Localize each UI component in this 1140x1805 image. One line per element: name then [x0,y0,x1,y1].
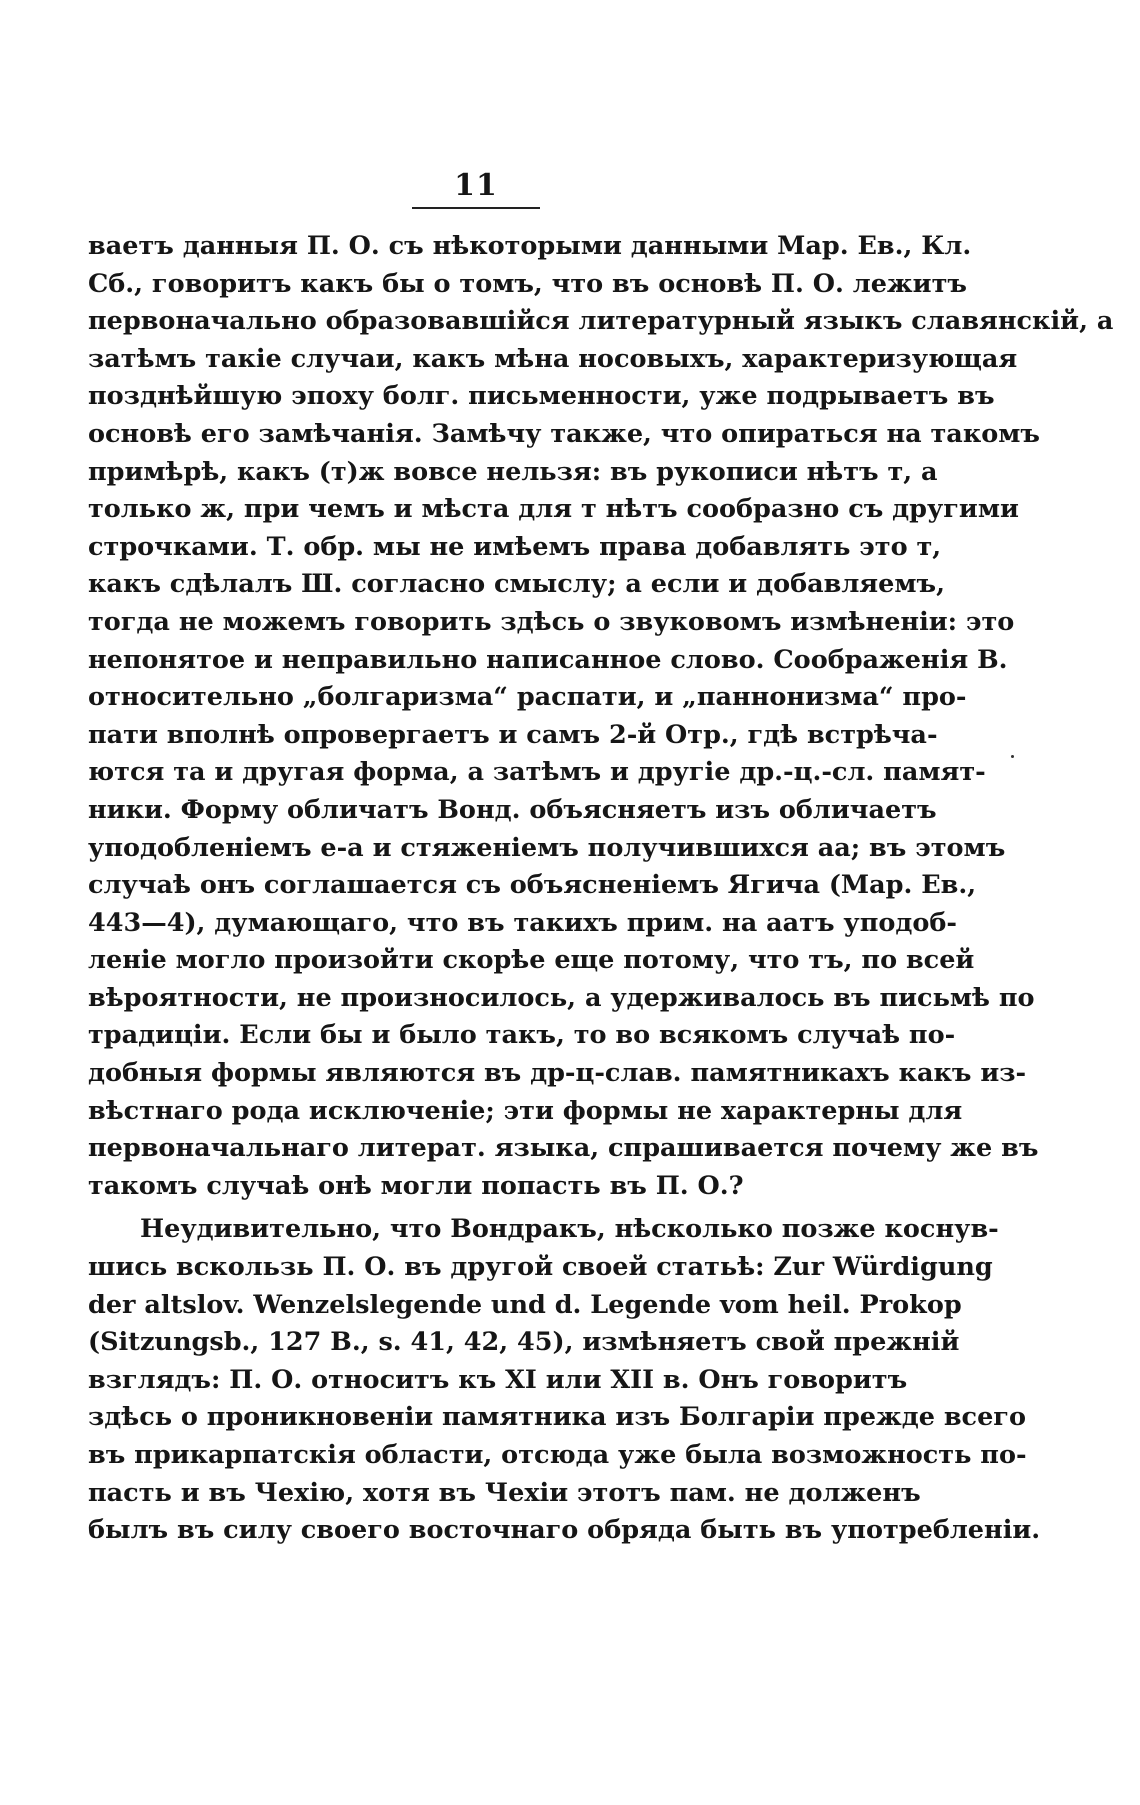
text-line: уподобленіемъ е-а и стяженіемъ получившихся аа; въ этомъ [88,832,1006,863]
text-line: ники. Форму обличатъ Вонд. объясняетъ изъ обличаетъ [88,794,937,825]
text-line: строчками. Т. обр. мы не имѣемъ права добавлять это т, [88,531,942,562]
text-line: первоначально образовавшійся литературный языкъ славянскій, а [88,306,1114,337]
text-line: ются та и другая форма, а затѣмъ и другіе др.-ц.-сл. памят- [88,757,986,788]
text-line: въ прикарпатскія области, отсюда уже была возможность по- [88,1440,1027,1470]
paragraph-2 [88,1211,1041,1549]
text-line: пасть и въ Чехію, хотя въ Чехіи этотъ пам. не долженъ [88,1477,921,1508]
text-line: 443—4), думающаго, что въ такихъ прим. на аатъ уподоб- [88,907,957,938]
text-line: какъ сдѣлалъ Ш. согласно смыслу; а если и добавляемъ, [88,569,945,600]
body-text [88,228,1114,1550]
paragraph-1 [88,228,1114,1205]
text-line: традиціи. Если бы и было такъ, то во всякомъ случаѣ по- [88,1020,956,1051]
text-line: только ж, при чемъ и мѣста для т нѣтъ сообразно съ другими [88,494,1019,525]
text-line: тогда не можемъ говорить здѣсь о звуковомъ измѣненіи: это [88,606,1015,637]
text-line: случаѣ онъ соглашается съ объясненіемъ Ягича (Мар. Ев., [88,870,977,901]
text-line: шись вскользь П. О. въ другой своей статьѣ: Zur Würdigung [88,1252,993,1283]
text-line: здѣсь о проникновеніи памятника изъ Болгаріи прежде всего [88,1402,1026,1433]
text-line: Неудивительно, что Вондракъ, нѣсколько позже коснув- [140,1214,999,1245]
text-line: основѣ его замѣчанія. Замѣчу также, что опираться на такомъ [88,418,1040,449]
page-number: 11 [454,168,498,203]
text-line: такомъ случаѣ онѣ могли попасть въ П. О.? [88,1170,744,1201]
text-line: относительно „болгаризма“ распати, и „паннонизма“ про- [88,682,967,713]
text-line: затѣмъ такіе случаи, какъ мѣна носовыхъ, характеризующая [88,343,1018,374]
text-line: непонятое и неправильно написанное слово. Соображенія В. [88,644,1008,675]
text-line: первоначальнаго литерат. языка, спрашивается почему же въ [88,1133,1039,1164]
text-line: взглядъ: П. О. относитъ къ XI или XII в. Онъ говоритъ [88,1364,908,1395]
text-line: ваетъ данныя П. О. съ нѣкоторыми данными Мар. Ев., Кл. [88,231,972,261]
text-line: Сб., говоритъ какъ бы о томъ, что въ основѣ П. О. лежитъ [88,268,967,299]
text-line: пати вполнѣ опровергаетъ и самъ 2-й Отр., гдѣ встрѣча- [88,719,938,750]
text-line: позднѣйшую эпоху болг. письменности, уже подрываетъ въ [88,381,995,412]
text-line: (Sitzungsb., 127 B., s. 41, 42, 45), измѣняетъ свой прежній [88,1327,960,1358]
page-number-rule [412,207,540,209]
text-line: вѣроятности, не произносилось, а удерживалось въ письмѣ по [88,982,1035,1013]
text-line: былъ въ силу своего восточнаго обряда быть въ употребленіи. [88,1515,1041,1546]
ink-speck [1011,755,1014,758]
text-line: der altslov. Wenzelslegende und d. Legende vom heil. Prokop [88,1289,962,1320]
text-line: вѣстнаго рода исключеніе; эти формы не характерны для [88,1095,963,1126]
text-line: добныя формы являются въ др-ц-слав. памятникахъ какъ из- [88,1058,1027,1089]
text-line: леніе могло произойти скорѣе еще потому, что тъ, по всей [88,945,975,976]
text-line: примѣрѣ, какъ (т)ж вовсе нельзя: въ рукописи нѣтъ т, а [88,456,938,487]
